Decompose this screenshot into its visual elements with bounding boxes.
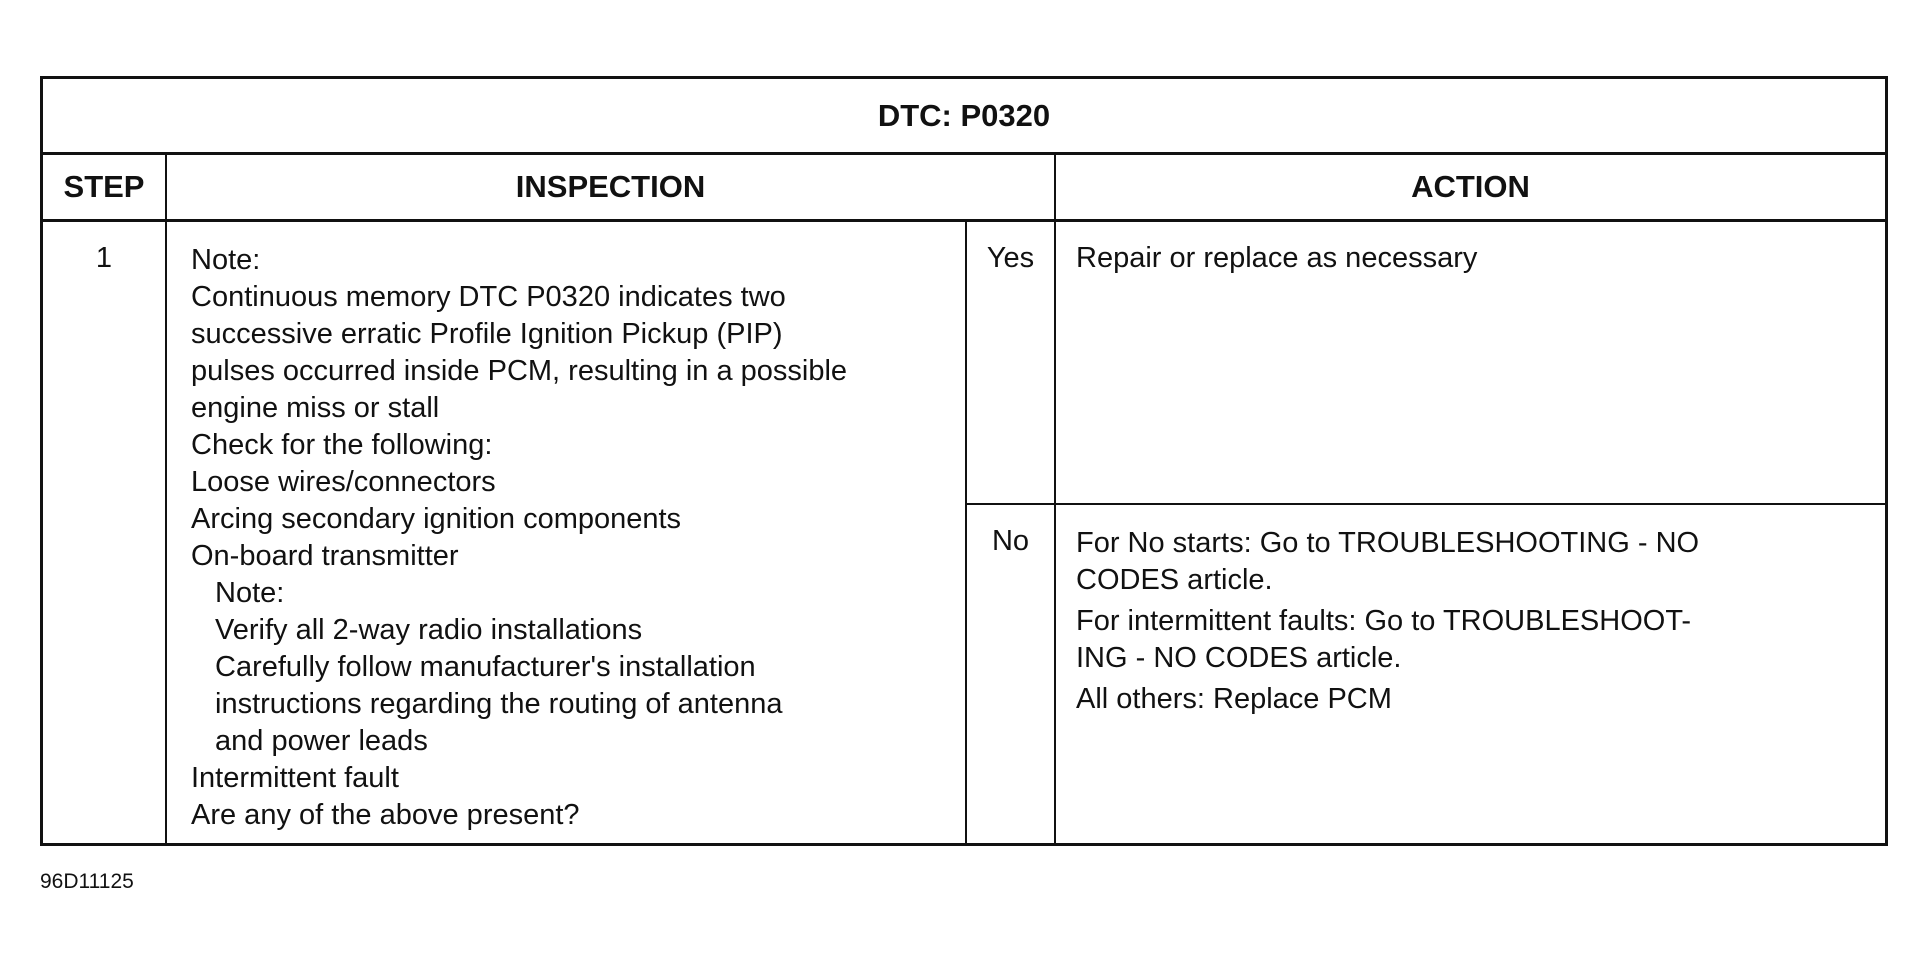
inspection-line: pulses occurred inside PCM, resulting in a possible — [191, 355, 848, 387]
no-action-line: For intermittent faults: Go to TROUBLESHOOT- — [1076, 605, 1692, 637]
no-label: No — [967, 505, 1056, 843]
no-action-line: CODES article. — [1076, 564, 1273, 596]
yes-label: Yes — [967, 222, 1056, 505]
inspection-line: Loose wires/connectors — [191, 466, 496, 498]
table-title: DTC: P0320 — [43, 79, 1885, 155]
inspection-line: and power leads — [215, 725, 428, 757]
yes-action: Repair or replace as necessary — [1056, 222, 1885, 505]
inspection-text — [167, 222, 967, 843]
header-inspection: INSPECTION — [167, 155, 1056, 222]
inspection-line: On-board transmitter — [191, 540, 459, 572]
inspection-line: Continuous memory DTC P0320 indicates two — [191, 281, 786, 313]
no-action — [1056, 505, 1885, 843]
no-action-line: ING - NO CODES article. — [1076, 642, 1402, 674]
inspection-line: Note: — [215, 577, 285, 609]
no-action-item — [1076, 603, 1885, 677]
no-action-item — [1076, 525, 1885, 599]
inspection-line: engine miss or stall — [191, 392, 440, 424]
no-action-line: All others: Replace PCM — [1076, 683, 1392, 715]
inspection-line: Arcing secondary ignition components — [191, 503, 682, 535]
inspection-line: successive erratic Profile Ignition Pickup (PIP) — [191, 318, 783, 350]
step-number: 1 — [43, 222, 167, 843]
figure-id: 96D11125 — [40, 870, 134, 893]
inspection-line: instructions regarding the routing of antenna — [215, 688, 783, 720]
header-step: STEP — [43, 155, 167, 222]
no-action-item — [1076, 681, 1885, 718]
no-action-line: For No starts: Go to TROUBLESHOOTING - NO — [1076, 527, 1700, 559]
inspection-line: Note: — [191, 244, 261, 276]
inspection-line: Are any of the above present? — [191, 799, 580, 831]
inspection-line: Verify all 2-way radio installations — [215, 614, 643, 646]
inspection-line: Carefully follow manufacturer's installation — [215, 651, 756, 683]
inspection-line: Intermittent fault — [191, 762, 399, 794]
inspection-line: Check for the following: — [191, 429, 493, 461]
dtc-table — [40, 76, 1888, 846]
header-action: ACTION — [1056, 155, 1885, 222]
